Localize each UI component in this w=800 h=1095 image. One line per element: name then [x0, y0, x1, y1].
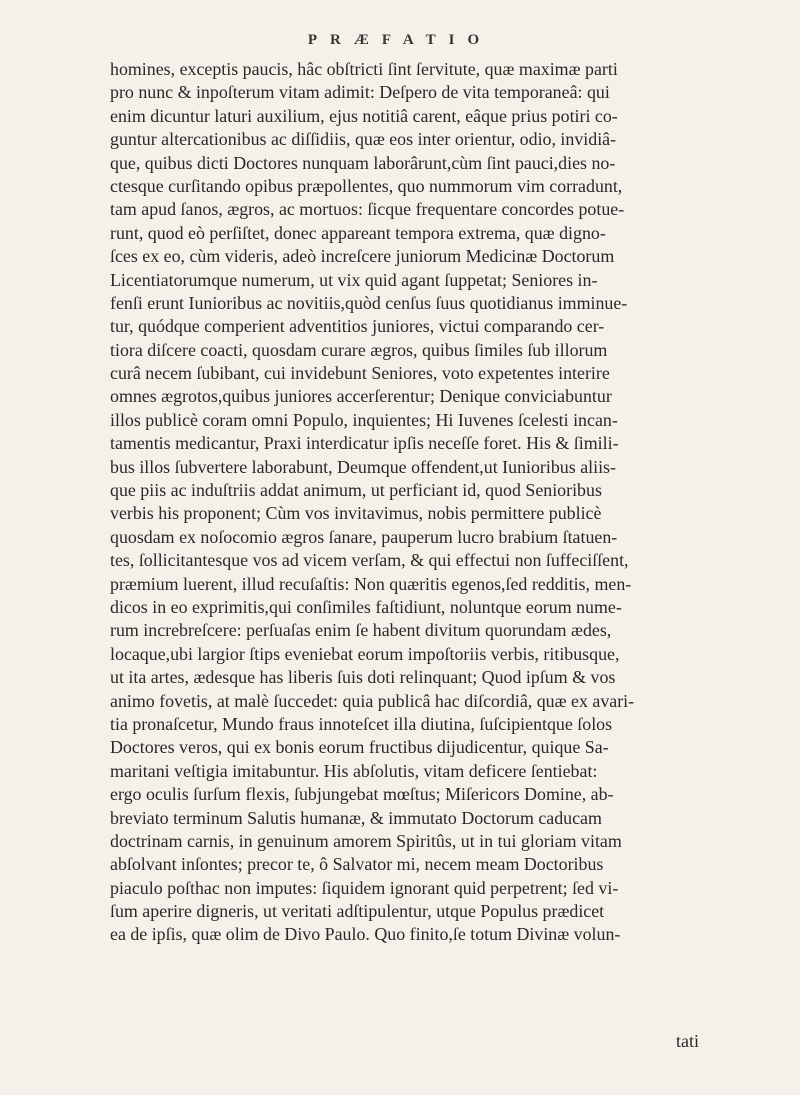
text-line: piaculo poſthac non imputes: ſiquidem ignorant quid perpetrent; ſed vi- — [110, 877, 619, 898]
text-line: tamentis medicantur, Praxi interdicatur ipſis neceſſe foret. His & ſimili- — [110, 433, 619, 454]
text-line: tia pronaſcetur, Mundo fraus innoteſcet illa diutina, ſuſcipientque ſolos — [110, 713, 613, 734]
text-line: locaque,ubi largior ſtips eveniebat eorum impoſtoriis verbis, ritibusque, — [110, 643, 620, 664]
text-line: tes, ſollicitantesque vos ad vicem verſam, & qui effectui non ſuffeciſſent, — [110, 550, 629, 571]
text-line: que, quibus dicti Doctores nunquam laborârunt,cùm ſint pauci,dies no- — [110, 152, 616, 173]
text-line: tiora diſcere coacti, quosdam curare ægros, quibus ſimiles ſub illorum — [110, 339, 608, 360]
text-line: animo fovetis, at malè ſuccedet: quia publicâ hac diſcordiâ, quæ ex avari- — [110, 690, 635, 711]
text-line: præmium luerent, illud recuſaſtis: Non quæritis egenos,ſed redditis, men- — [110, 573, 632, 594]
text-line: ut ita artes, ædesque has liberis ſuis doti relinquant; Quod ipſum & vos — [110, 667, 616, 688]
text-line: curâ necem ſubibant, cui invidebunt Seniores, voto expetentes interire — [110, 363, 610, 384]
text-line: que piis ac induſtriis addat animum, ut perficiant id, quod Senioribus — [110, 480, 602, 501]
text-line: illos publicè coram omni Populo, inquientes; Hi Iuvenes ſcelesti incan- — [110, 409, 618, 430]
text-line: fenſi erunt Iunioribus ac novitiis,quòd cenſus ſuus quotidianus imminue- — [110, 292, 628, 313]
text-line: bus illos ſubvertere laborabunt, Deumque offendent,ut Iunioribus aliis- — [110, 456, 616, 477]
text-line: maritani veſtigia imitabuntur. His abſolutis, vitam deficere ſentiebat: — [110, 760, 598, 781]
running-title: PRÆFATIO — [307, 32, 493, 48]
text-line: ea de ipſis, quæ olim de Divo Paulo. Quo finito,ſe totum Divinæ volun- — [110, 924, 621, 945]
text-line: ergo oculis ſurſum flexis, ſubjungebat mœſtus; Miſericors Domine, ab- — [110, 784, 614, 805]
text-line: homines, exceptis paucis, hâc obſtricti ſint ſervitute, quæ maximæ parti — [110, 59, 618, 79]
text-line: abſolvant inſontes; precor te, ô Salvator mi, necem meam Doctoribus — [110, 854, 604, 875]
text-line: dicos in eo exprimitis,qui conſimiles faſtidiunt, noluntque eorum nume- — [110, 596, 622, 617]
text-line: ſces ex eo, cùm videris, adeò increſcere juniorum Medicinæ Doctorum — [110, 246, 615, 267]
text-line: ctesque curſitando opibus præpollentes, quo nummorum vim corradunt, — [110, 175, 623, 196]
body-text — [110, 58, 705, 947]
text-line: rum increbreſcere: perſuaſas enim ſe habent divitum quorundam ædes, — [110, 620, 612, 641]
text-line: runt, quod eò perſiſtet, donec appareant tempora extrema, quæ digno- — [110, 222, 606, 243]
text-line: breviato terminum Salutis humanæ, & immutato Doctorum caducam — [110, 807, 602, 828]
text-line: tam apud ſanos, ægros, ac mortuos: ſicque frequentare concordes potue- — [110, 199, 625, 220]
text-line: ſum aperire digneris, ut veritati adſtipulentur, utque Populus prædicet — [110, 901, 605, 922]
text-line: enim dicuntur laturi auxilium, ejus notitiâ carent, eâque prius potiri co- — [110, 105, 618, 126]
text-line: Doctores veros, qui ex bonis eorum fructibus dijudicentur, quique Sa- — [110, 737, 609, 758]
text-line: pro nunc & inpoſterum vitam adimit: Deſpero de vita temporaneâ: qui — [110, 82, 610, 103]
text-line: guntur altercationibus ac diſſidiis, quæ eos inter orientur, odio, invidiâ- — [110, 129, 617, 150]
text-line: doctrinam carnis, in genuinum amorem Spiritûs, ut in tui gloriam vitam — [110, 830, 622, 851]
text-line: tur, quódque comperient adventitios juniores, victui comparando cer- — [110, 316, 605, 337]
text-line: omnes ægrotos,quibus juniores accerſerentur; Denique conviciabuntur — [110, 386, 612, 407]
text-line: verbis his proponent; Cùm vos invitavimus, nobis permittere publicè — [110, 503, 602, 524]
catchword: tati — [676, 1031, 699, 1051]
text-line: Licentiatorumque numerum, ut vix quid agant ſuppetat; Seniores in- — [110, 269, 598, 290]
text-line: quosdam ex noſocomio ægros ſanare, pauperum lucro brabium ſtatuen- — [110, 526, 618, 547]
